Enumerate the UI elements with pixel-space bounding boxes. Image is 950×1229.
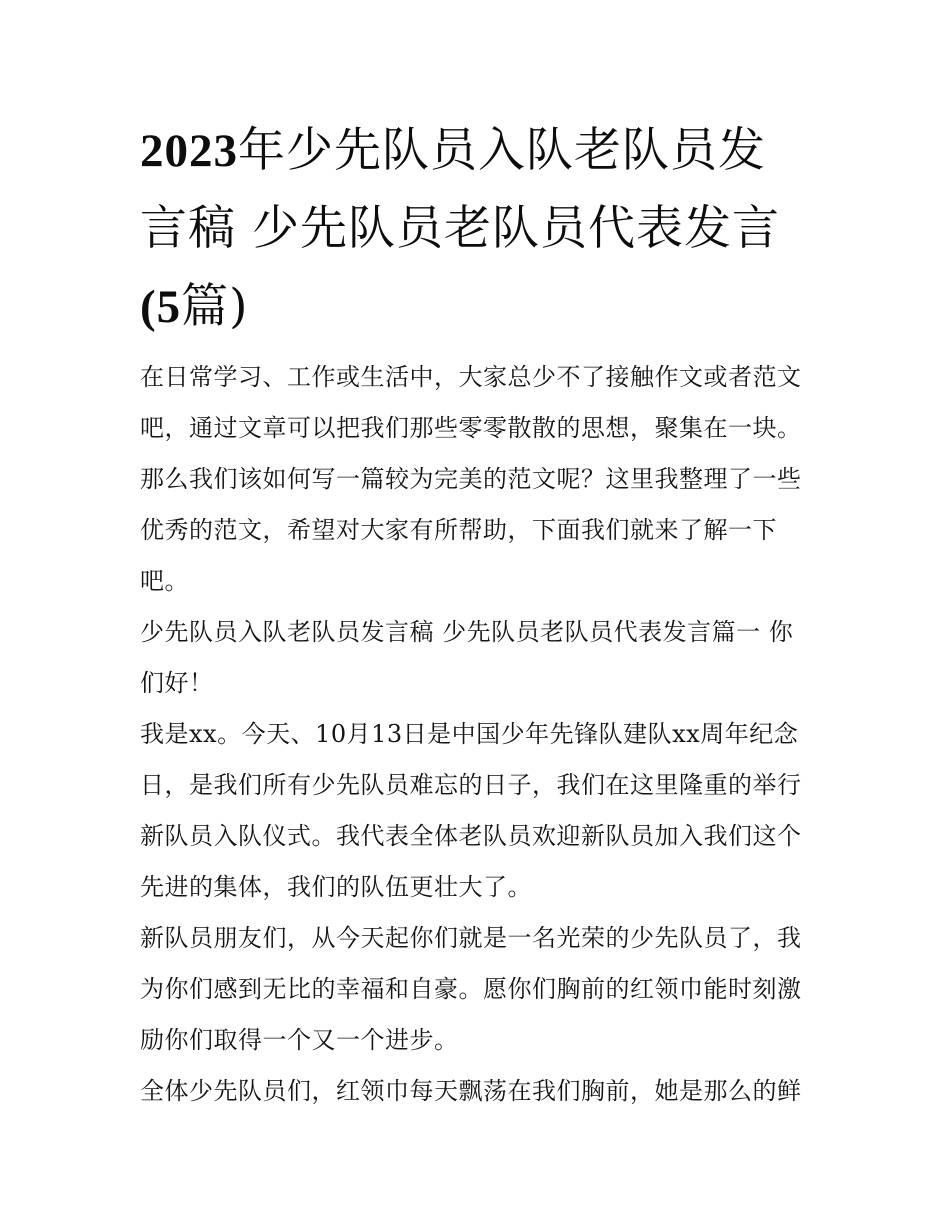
title-line-3: 篇) <box>181 279 249 334</box>
paragraph-speech-3: 全体少先队员们，红领巾每天飘荡在我们胸前，她是那么的鲜 <box>140 1077 802 1105</box>
paragraph-intro: 在日常学习、工作或生活中，大家总少不了接触作文或者范文吧，通过文章可以把我们那些零零散散的思想，聚集在一块。那么我们该如何写一篇较为完美的范文呢？这里我整理了一些优秀的范文，希望对大家有所帮助，下面我们就来了解一下吧。 <box>140 363 802 595</box>
paragraph-speech-2: 新队员朋友们，从今天起你们就是一名光荣的少先队员了，我为你们感到无比的幸福和自豪。愿你们胸前的红领巾能时刻激励你们取得一个又一个进步。 <box>140 924 802 1054</box>
document-body <box>140 112 815 1117</box>
title-count: (5 <box>140 281 182 333</box>
title-year: 2023 <box>140 125 238 177</box>
paragraph-heading: 少先队员入队老队员发言稿 少先队员老队员代表发言篇一 你们好！ <box>140 618 794 697</box>
title-line-2: 言稿 少先队员老队员代表发言 <box>140 201 780 256</box>
paragraph-speech-1: 我是xx。今天、10月13日是中国少年先锋队建队xx周年纪念日，是我们所有少先队员难忘的日子，我们在这里隆重的举行新队员入队仪式。我代表全体老队员欢迎新队员加入我们这个先进的集体，我们的队伍更壮大了。 <box>140 720 802 901</box>
title-line-1: 年少先队员入队老队员发 <box>238 123 766 178</box>
document-title <box>140 112 815 346</box>
